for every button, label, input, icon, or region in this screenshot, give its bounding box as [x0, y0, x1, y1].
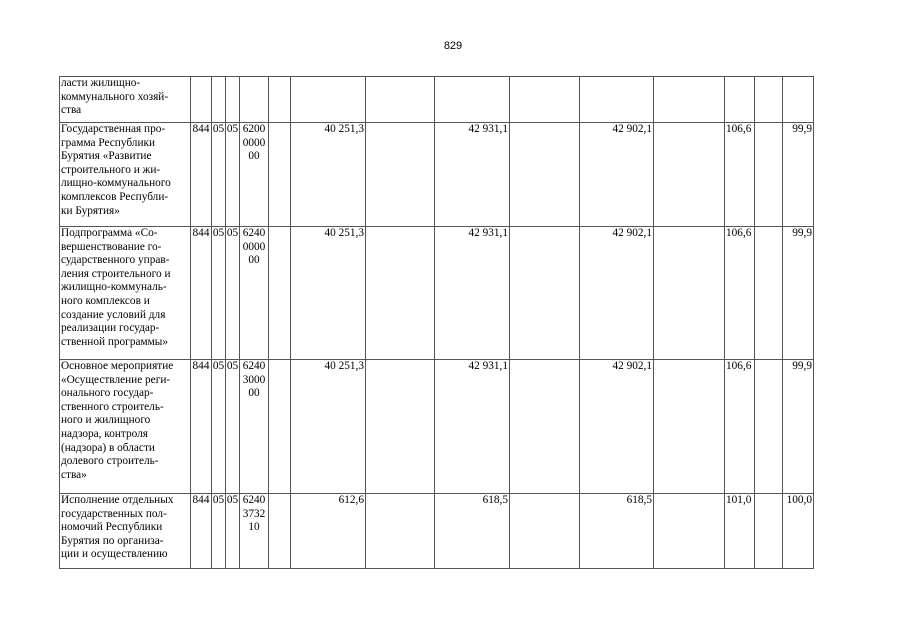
cell-value — [291, 77, 366, 123]
cell-value — [755, 360, 783, 494]
cell-value — [435, 77, 510, 123]
cell-percent-growth: 106,6 — [725, 123, 755, 227]
cell-value-plan-total: 618,5 — [435, 494, 510, 569]
cell-value-2022: 612,6 — [291, 494, 366, 569]
table-row — [60, 77, 814, 123]
cell-value-plan-total: 42 931,1 — [435, 123, 510, 227]
table-row — [60, 227, 814, 360]
cell-value — [366, 77, 435, 123]
cell-pr: 05 — [226, 227, 240, 360]
cell-value-plan — [366, 123, 435, 227]
row-name: Основное мероприятие «Осуществление реги- онального государ- ственного строитель- ного и жилищного надзора, контроля (надзора) в области долевого строитель- ства» — [60, 360, 191, 494]
cell-csr: 6240 0000 00 — [240, 227, 269, 360]
cell-rz — [212, 77, 226, 123]
cell-value — [654, 227, 725, 360]
cell-value-2022: 40 251,3 — [291, 227, 366, 360]
cell-value-plan — [366, 227, 435, 360]
cell-value — [654, 77, 725, 123]
cell-value-fact: 42 902,1 — [580, 227, 654, 360]
cell-value — [510, 494, 580, 569]
cell-value — [725, 77, 755, 123]
cell-grbs — [191, 77, 212, 123]
cell-rz: 05 — [212, 494, 226, 569]
cell-value-plan-total: 42 931,1 — [435, 360, 510, 494]
cell-csr: 6240 3000 00 — [240, 360, 269, 494]
cell-pr: 05 — [226, 360, 240, 494]
cell-csr: 6200 0000 00 — [240, 123, 269, 227]
cell-pr: 05 — [226, 494, 240, 569]
row-name: Подпрограмма «Со- вершенствование го- сударственного управ- ления строительного и жилищно-коммуналь- ного комплексов и создание условий для реализации государ- ственной программы» — [60, 227, 191, 360]
cell-pr — [226, 77, 240, 123]
cell-grbs: 844 — [191, 494, 212, 569]
table-row — [60, 360, 814, 494]
cell-value — [654, 360, 725, 494]
budget-execution-table — [59, 76, 814, 569]
row-name: ласти жилищно- коммунального хозяй- ства — [60, 77, 191, 123]
table-row — [60, 494, 814, 569]
cell-percent-execution: 99,9 — [783, 123, 814, 227]
cell-rz: 05 — [212, 360, 226, 494]
cell-vr — [269, 494, 291, 569]
cell-percent-execution: 99,9 — [783, 227, 814, 360]
table-row — [60, 123, 814, 227]
cell-value — [510, 227, 580, 360]
cell-value-plan — [366, 360, 435, 494]
cell-vr — [269, 123, 291, 227]
page-number: 829 — [443, 40, 463, 52]
cell-value-2022: 40 251,3 — [291, 360, 366, 494]
cell-csr — [240, 77, 269, 123]
cell-rz: 05 — [212, 123, 226, 227]
cell-value — [654, 123, 725, 227]
cell-grbs: 844 — [191, 123, 212, 227]
cell-value-2022: 40 251,3 — [291, 123, 366, 227]
cell-value — [510, 123, 580, 227]
cell-vr — [269, 360, 291, 494]
cell-value — [783, 77, 814, 123]
cell-value-plan-total: 42 931,1 — [435, 227, 510, 360]
cell-percent-growth: 106,6 — [725, 360, 755, 494]
cell-percent-execution: 99,9 — [783, 360, 814, 494]
cell-value-fact: 42 902,1 — [580, 360, 654, 494]
cell-csr: 6240 3732 10 — [240, 494, 269, 569]
cell-value — [580, 77, 654, 123]
cell-value-fact: 42 902,1 — [580, 123, 654, 227]
cell-value-plan — [366, 494, 435, 569]
row-name: Исполнение отдельных государственных пол- номочий Республики Бурятия по организа- ции и осуществлению — [60, 494, 191, 569]
cell-percent-growth: 106,6 — [725, 227, 755, 360]
cell-grbs: 844 — [191, 227, 212, 360]
cell-vr — [269, 77, 291, 123]
cell-rz: 05 — [212, 227, 226, 360]
cell-value-fact: 618,5 — [580, 494, 654, 569]
cell-grbs: 844 — [191, 360, 212, 494]
cell-value — [755, 227, 783, 360]
cell-percent-growth: 101,0 — [725, 494, 755, 569]
cell-pr: 05 — [226, 123, 240, 227]
cell-value — [654, 494, 725, 569]
cell-value — [510, 360, 580, 494]
cell-value — [510, 77, 580, 123]
cell-value — [755, 494, 783, 569]
row-name: Государственная про- грамма Республики Бурятия «Развитие строительного и жи- лищно-коммунального комплексов Республи- ки Бурятия» — [60, 123, 191, 227]
table-body — [60, 77, 814, 569]
cell-vr — [269, 227, 291, 360]
cell-percent-execution: 100,0 — [783, 494, 814, 569]
cell-value — [755, 77, 783, 123]
cell-value — [755, 123, 783, 227]
